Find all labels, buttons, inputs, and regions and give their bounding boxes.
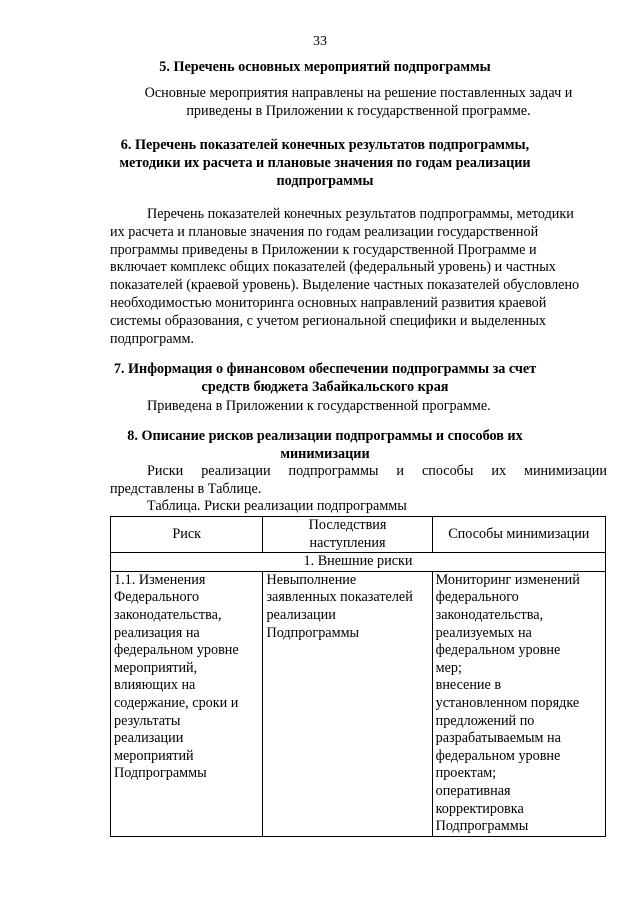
section5-text (110, 85, 607, 121)
risk-line: законодательства, (114, 606, 222, 623)
header-consequences-line: Последствия (308, 517, 387, 533)
table-row (111, 571, 606, 836)
risk-line: федеральном уровне (114, 642, 239, 659)
mitigation-line: установленном порядке (435, 694, 580, 711)
section6-line: включает комплекс общих показателей (федеральный уровень) и частных (110, 259, 556, 276)
mitigation-line: федеральном уровне (435, 747, 561, 764)
risk-line: мероприятий (114, 747, 194, 764)
risk-line: Федерального (114, 589, 200, 606)
section7-heading (100, 360, 550, 396)
section6-heading-line: 6. Перечень показателей конечных результатов подпрограммы, (120, 137, 530, 153)
risk-line: 1.1. Изменения (114, 571, 206, 588)
header-mitigation: Способы минимизации (432, 517, 605, 553)
risk-line: результаты (114, 712, 181, 729)
risk-line: мероприятий, (114, 659, 198, 676)
table-caption: Таблица. Риски реализации подпрограммы (147, 498, 407, 514)
section8-heading-line: 8. Описание рисков реализации подпрограммы и способов их (127, 428, 523, 444)
section6-line: их расчета и плановые значения по годам реализации государственной (110, 223, 539, 240)
header-consequences (263, 517, 432, 553)
consequence-line: реализации (266, 606, 336, 623)
mitigation-line: мер; (435, 659, 462, 676)
table-header-row (111, 517, 606, 553)
mitigation-line: корректировка (435, 800, 524, 817)
section6-heading (100, 136, 550, 190)
mitigation-line: Подпрограммы (435, 818, 529, 835)
section5-heading: 5. Перечень основных мероприятий подпрограммы (159, 59, 491, 75)
risk-line: реализации (114, 730, 184, 747)
risk-line: влияющих на (114, 677, 196, 694)
section8-heading (100, 427, 550, 463)
mitigation-line: оперативная (435, 782, 511, 799)
mitigation-line: реализуемых на (435, 624, 532, 641)
risk-line: Подпрограммы (114, 765, 207, 782)
consequence-line: Невыполнение (266, 571, 357, 588)
section6-line: системы образования, с учетом региональной специфики и выделенных (110, 312, 546, 329)
section8-heading-line: минимизации (280, 446, 370, 462)
section7-heading-line: 7. Информация о финансовом обеспечении подпрограммы за счет (113, 361, 537, 377)
section6-heading-line: подпрограммы (276, 173, 374, 189)
header-consequences-line: наступления (309, 534, 386, 551)
consequence-line: заявленных показателей (266, 589, 413, 606)
cell-mitigation (432, 571, 605, 836)
section6-line: показателей (краевой уровень). Выделение частных показателей обусловлено (110, 277, 580, 294)
section8-line: Риски реализации подпрограммы и способы их минимизации (147, 463, 607, 479)
section7-text: Приведена в Приложении к государственной программе. (147, 398, 491, 414)
section6-heading-line: методики их расчета и плановые значения по годам реализации (119, 155, 531, 171)
page-number: 33 (313, 34, 327, 49)
risk-line: содержание, сроки и (114, 694, 239, 711)
mitigation-line: федеральном уровне (435, 642, 561, 659)
table-group-row (111, 553, 606, 572)
mitigation-line: законодательства, (435, 606, 544, 623)
mitigation-line: внесение в (435, 677, 502, 694)
mitigation-line: предложений по (435, 712, 535, 729)
cell-consequences (263, 571, 432, 836)
section6-line: подпрограмм. (110, 330, 194, 347)
section8-line: представлены в Таблице. (110, 480, 262, 497)
group-external-risks: 1. Внешние риски (111, 553, 606, 572)
cell-risk (111, 571, 263, 836)
section5-line: Основные мероприятия направлены на решение поставленных задач и (144, 85, 573, 101)
mitigation-line: Мониторинг изменений (435, 571, 580, 588)
section6-line: программы приведены в Приложении к государственной Программе и (110, 241, 537, 258)
section6-line: необходимостью мониторинга основных направлений развития краевой (110, 294, 547, 311)
consequence-line: Подпрограммы (266, 624, 360, 641)
risk-line: реализация на (114, 624, 200, 641)
mitigation-line: федерального (435, 589, 519, 606)
section5-line: приведены в Приложении к государственной программе. (186, 102, 531, 119)
section6-text (110, 206, 607, 348)
section7-heading-line: средств бюджета Забайкальского края (201, 379, 449, 395)
header-risk: Риск (111, 517, 263, 553)
section6-line: Перечень показателей конечных результатов подпрограммы, методики (147, 206, 574, 222)
mitigation-line: проектам; (435, 765, 497, 782)
section8-text (110, 463, 607, 499)
risk-table (110, 516, 606, 837)
mitigation-line: разрабатываемым на (435, 730, 561, 747)
